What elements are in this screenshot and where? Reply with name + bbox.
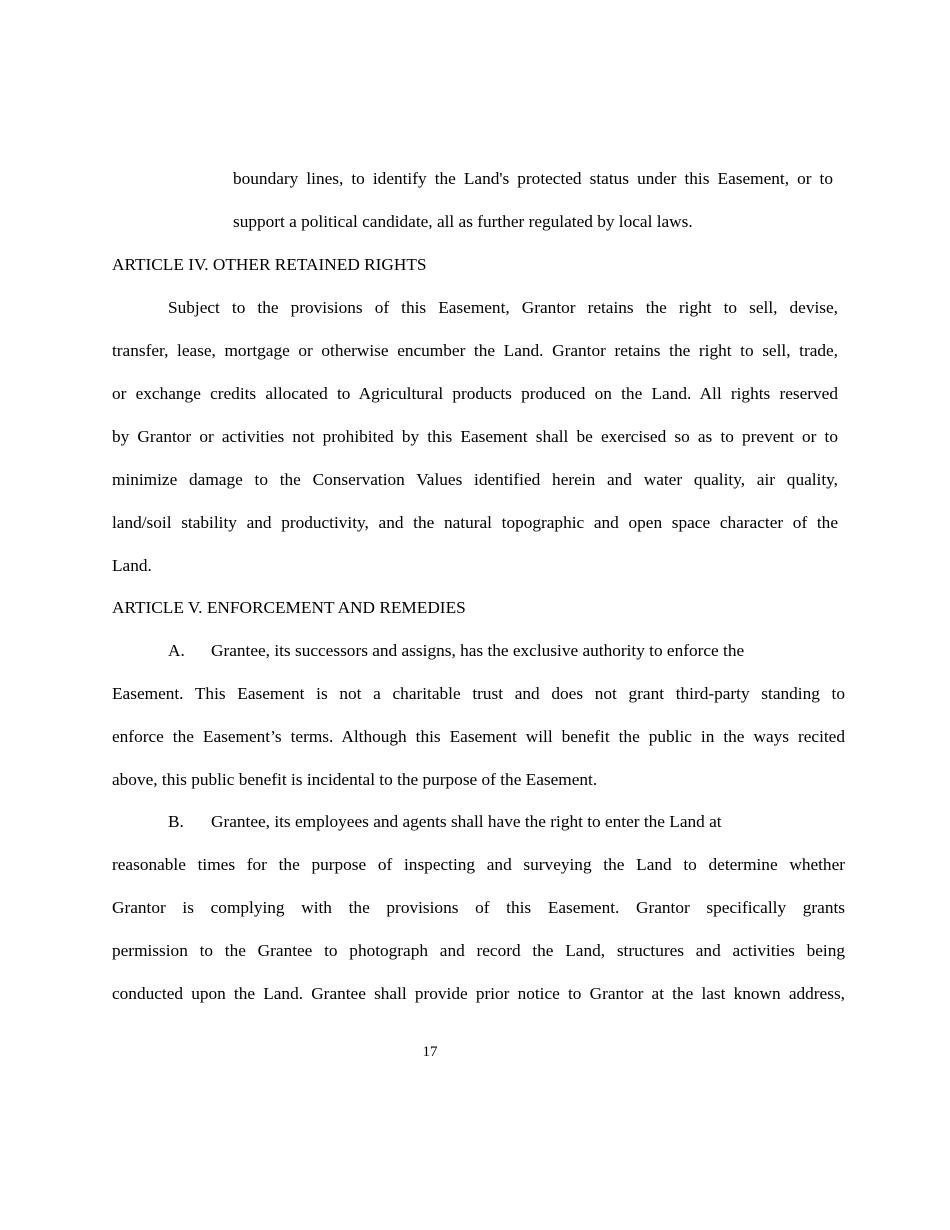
article-4-line-6: land/soil stability and productivity, and the natural topographic and open space character of the: [112, 513, 838, 532]
article-4-line-3: or exchange credits allocated to Agricultural products produced on the Land. All rights reserved: [112, 384, 838, 403]
paragraph-a-first-text: Grantee, its successors and assigns, has the exclusive authority to enforce the: [211, 641, 745, 660]
paragraph-a-line-2: Easement. This Easement is not a charitable trust and does not grant third-party standing to: [112, 684, 845, 703]
paragraph-a-line-4: above, this public benefit is incidental to the purpose of the Easement.: [112, 770, 598, 789]
paragraph-a-first-line: [168, 641, 838, 661]
paragraph-b-first-line: [168, 812, 838, 832]
article-4-heading: ARTICLE IV. OTHER RETAINED RIGHTS: [112, 255, 427, 274]
article-4-line-7: Land.: [112, 556, 152, 575]
article-4-line-1: Subject to the provisions of this Easement, Grantor retains the right to sell, devise,: [168, 298, 838, 317]
page-number: 17: [422, 1044, 438, 1060]
paragraph-b-line-4: permission to the Grantee to photograph and record the Land, structures and activities being: [112, 941, 845, 960]
article-4-line-4: by Grantor or activities not prohibited by this Easement shall be exercised so as to prevent or to: [112, 427, 838, 446]
paragraph-b-line-5: conducted upon the Land. Grantee shall provide prior notice to Grantor at the last known address,: [112, 984, 845, 1003]
paragraph-b-label: B.: [168, 812, 184, 831]
article-5-heading: ARTICLE V. ENFORCEMENT AND REMEDIES: [112, 598, 466, 617]
article-4-line-5: minimize damage to the Conservation Values identified herein and water quality, air quality,: [112, 470, 838, 489]
paragraph-b-line-3: Grantor is complying with the provisions of this Easement. Grantor specifically grants: [112, 898, 845, 917]
paragraph-a-label: A.: [168, 641, 185, 660]
paragraph-b-first-text: Grantee, its employees and agents shall have the right to enter the Land at: [211, 812, 722, 831]
continuation-line-1: boundary lines, to identify the Land's protected status under this Easement, or to: [233, 169, 833, 188]
paragraph-b-line-2: reasonable times for the purpose of inspecting and surveying the Land to determine whether: [112, 855, 845, 874]
paragraph-a-line-3: enforce the Easement’s terms. Although this Easement will benefit the public in the ways recited: [112, 727, 845, 746]
continuation-line-2: support a political candidate, all as further regulated by local laws.: [233, 212, 693, 231]
article-4-line-2: transfer, lease, mortgage or otherwise encumber the Land. Grantor retains the right to sell, trade,: [112, 341, 838, 360]
